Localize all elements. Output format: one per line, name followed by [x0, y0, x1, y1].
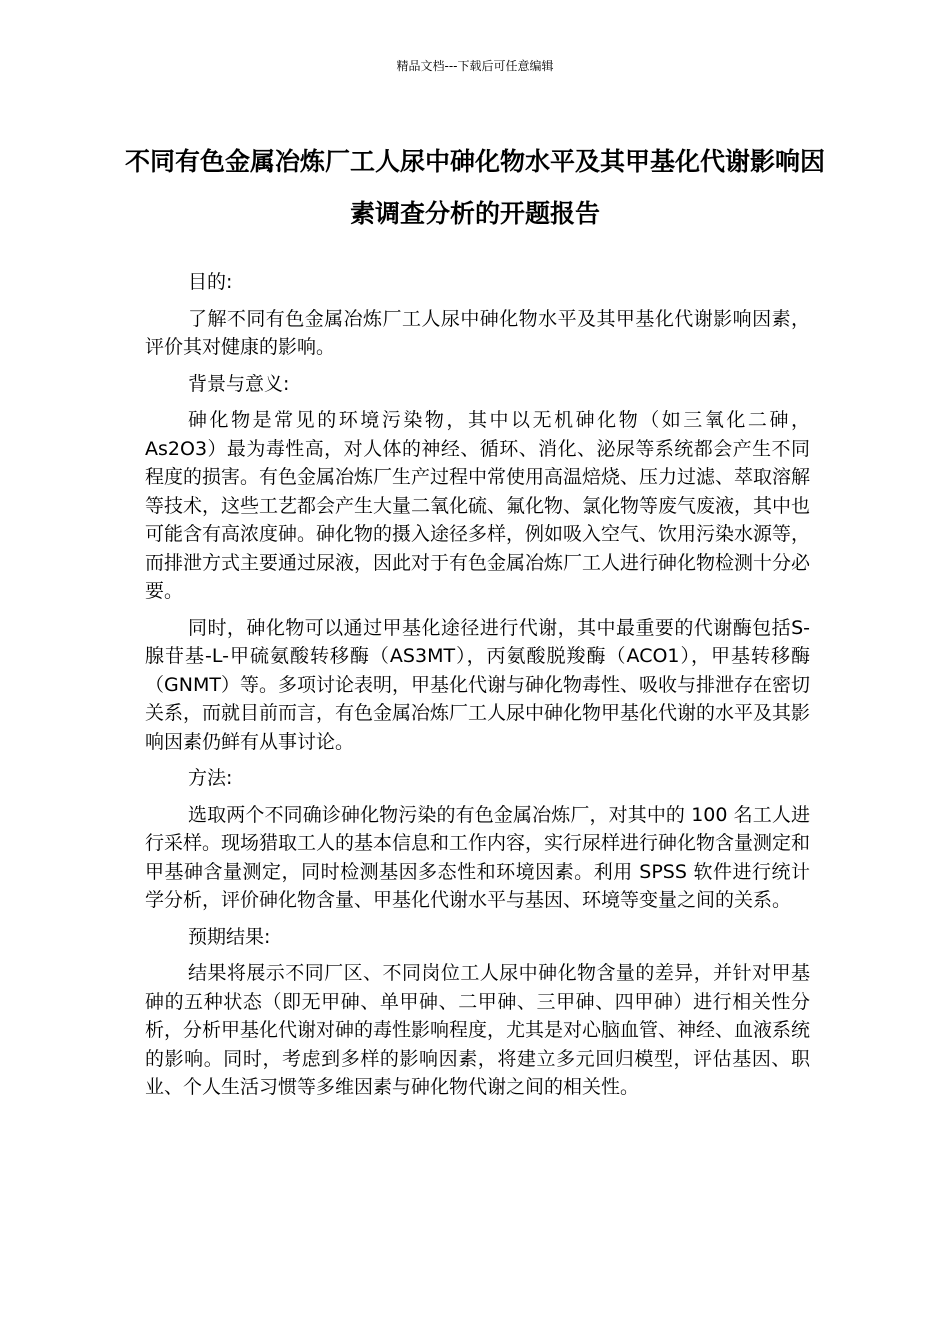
paragraph-background-2: 同时，砷化物可以通过甲基化途径进行代谢，其中最重要的代谢酶包括S-腺苷基-L-甲硫氨酸转移酶（AS3MT），丙氨酸脱羧酶（ACO1），甲基转移酶（GNMT）等。多项讨论表明，甲基化代谢与砷化物毒性、吸收与排泄存在密切关系，而就目前而言，有色金属冶炼厂工人尿中砷化物甲基化代谢的水平及其影响因素仍鲜有从事讨论。	[145, 616, 811, 753]
paragraph-methods: 选取两个不同确诊砷化物污染的有色金属冶炼厂，对其中的 100 名工人进行采样。现场猎取工人的基本信息和工作内容，实行尿样进行砷化物含量测定和甲基砷含量测定，同时检测基因多态性和环境因素。利用 SPSS 软件进行统计学分析，评价砷化物含量、甲基化代谢水平与基因、环境等变量之间的关系。	[145, 803, 811, 911]
section-heading-methods: 方法:	[188, 767, 233, 789]
section-heading-expected-results: 预期结果:	[188, 925, 271, 948]
section-heading-background: 背景与意义:	[188, 372, 290, 395]
paragraph-expected-results: 结果将展示不同厂区、不同岗位工人尿中砷化物含量的差异，并针对甲基砷的五种状态（即无甲砷、单甲砷、二甲砷、三甲砷、四甲砷）进行相关性分析，分析甲基化代谢对砷的毒性影响程度，尤其是对心脑血管、神经、血液系统的影响。同时，考虑到多样的影响因素，将建立多元回归模型，评估基因、职业、个人生活习惯等多维因素与砷化物代谢之间的相关性。	[145, 962, 811, 1098]
header-note: 精品文档---下载后可任意编辑	[396, 59, 554, 73]
document-body	[145, 268, 810, 1110]
paragraph-background-1: 砷化物是常见的环境污染物，其中以无机砷化物（如三氧化二砷，As2O3）最为毒性高，对人体的神经、循环、消化、泌尿等系统都会产生不同程度的损害。有色金属冶炼厂生产过程中常使用高温焙烧、压力过滤、萃取溶解等技术，这些工艺都会产生大量二氧化硫、氟化物、氯化物等废气废液，其中也可能含有高浓度砷。砷化物的摄入途径多样，例如吸入空气、饮用污染水源等，而排泄方式主要通过尿液，因此对于有色金属冶炼厂工人进行砷化物检测十分必要。	[145, 409, 811, 602]
document-title: 不同有色金属冶炼厂工人尿中砷化物水平及其甲基化代谢影响因素调查分析的开题报告	[124, 147, 825, 228]
section-heading-purpose: 目的:	[188, 271, 233, 293]
paragraph-purpose: 了解不同有色金属冶炼厂工人尿中砷化物水平及其甲基化代谢影响因素，评价其对健康的影响。	[145, 307, 810, 358]
